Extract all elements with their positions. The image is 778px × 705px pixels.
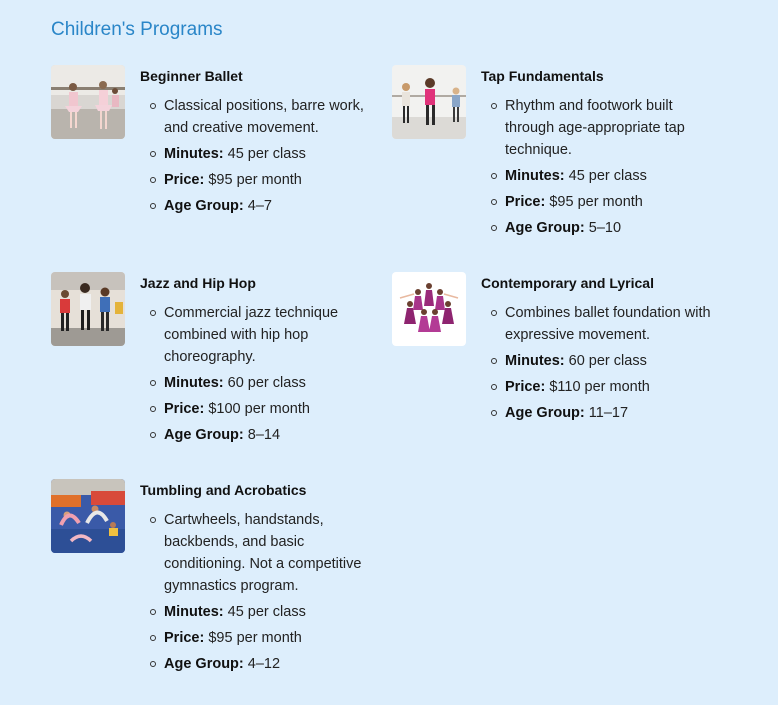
price-label: Price: — [505, 379, 546, 395]
program-age-group — [164, 424, 380, 446]
program-minutes — [505, 165, 721, 187]
program-description: Commercial jazz technique combined with hip hop choreography. — [164, 302, 380, 368]
program-minutes — [164, 143, 380, 165]
age-group-value: 11–17 — [588, 405, 629, 421]
program-image-tumbling — [51, 479, 125, 553]
program-image-jazz-hip-hop — [51, 272, 125, 346]
price-label: Price: — [505, 194, 546, 210]
minutes-label: Minutes: — [505, 168, 565, 184]
age-group-value: 4–12 — [247, 656, 281, 672]
program-details-list — [481, 95, 721, 239]
minutes-label: Minutes: — [505, 353, 565, 369]
program-minutes — [164, 372, 380, 394]
program-image-ballet — [51, 65, 125, 139]
price-value: $95 per month — [208, 630, 302, 646]
price-label: Price: — [164, 401, 205, 417]
minutes-label: Minutes: — [164, 604, 224, 620]
program-minutes — [505, 350, 721, 372]
program-age-group — [505, 402, 721, 424]
program-price — [164, 169, 380, 191]
program-age-group — [164, 653, 380, 675]
minutes-value: 45 per class — [227, 604, 306, 620]
age-group-value: 8–14 — [247, 427, 281, 443]
program-price — [164, 398, 380, 420]
program-price — [505, 191, 721, 213]
program-title: Beginner Ballet — [140, 68, 243, 84]
section-title: Children's Programs — [51, 19, 223, 40]
age-group-value: 4–7 — [247, 198, 272, 214]
program-age-group — [164, 195, 380, 217]
minutes-label: Minutes: — [164, 375, 224, 391]
program-details-list — [140, 302, 380, 446]
price-value: $100 per month — [208, 401, 310, 417]
minutes-value: 60 per class — [568, 353, 647, 369]
minutes-value: 45 per class — [227, 146, 306, 162]
program-minutes — [164, 601, 380, 623]
program-details-list — [481, 302, 721, 424]
price-label: Price: — [164, 630, 205, 646]
program-title: Tap Fundamentals — [481, 68, 604, 84]
age-group-label: Age Group: — [164, 427, 244, 443]
minutes-label: Minutes: — [164, 146, 224, 162]
program-info — [481, 65, 721, 243]
program-title: Contemporary and Lyrical — [481, 275, 654, 291]
program-description: Rhythm and footwork built through age-appropriate tap technique. — [505, 95, 721, 161]
age-group-label: Age Group: — [505, 220, 585, 236]
price-label: Price: — [164, 172, 205, 188]
program-description: Classical positions, barre work, and creative movement. — [164, 95, 380, 139]
program-details-list — [140, 95, 380, 217]
age-group-label: Age Group: — [164, 198, 244, 214]
program-info — [140, 65, 380, 221]
program-image-tap — [392, 65, 466, 139]
price-value: $110 per month — [549, 379, 650, 395]
program-title: Tumbling and Acrobatics — [140, 482, 307, 498]
program-image-contemporary — [392, 272, 466, 346]
price-value: $95 per month — [549, 194, 643, 210]
program-info — [140, 479, 380, 679]
minutes-value: 60 per class — [227, 375, 306, 391]
price-value: $95 per month — [208, 172, 302, 188]
program-info — [140, 272, 380, 450]
program-price — [505, 376, 721, 398]
minutes-value: 45 per class — [568, 168, 647, 184]
program-description: Combines ballet foundation with expressive movement. — [505, 302, 721, 346]
program-details-list — [140, 509, 380, 675]
age-group-value: 5–10 — [588, 220, 622, 236]
program-age-group — [505, 217, 721, 239]
program-title: Jazz and Hip Hop — [140, 275, 256, 291]
age-group-label: Age Group: — [505, 405, 585, 421]
program-price — [164, 627, 380, 649]
program-info — [481, 272, 721, 428]
age-group-label: Age Group: — [164, 656, 244, 672]
program-description: Cartwheels, handstands, backbends, and basic conditioning. Not a competitive gymnastics program. — [164, 509, 380, 597]
